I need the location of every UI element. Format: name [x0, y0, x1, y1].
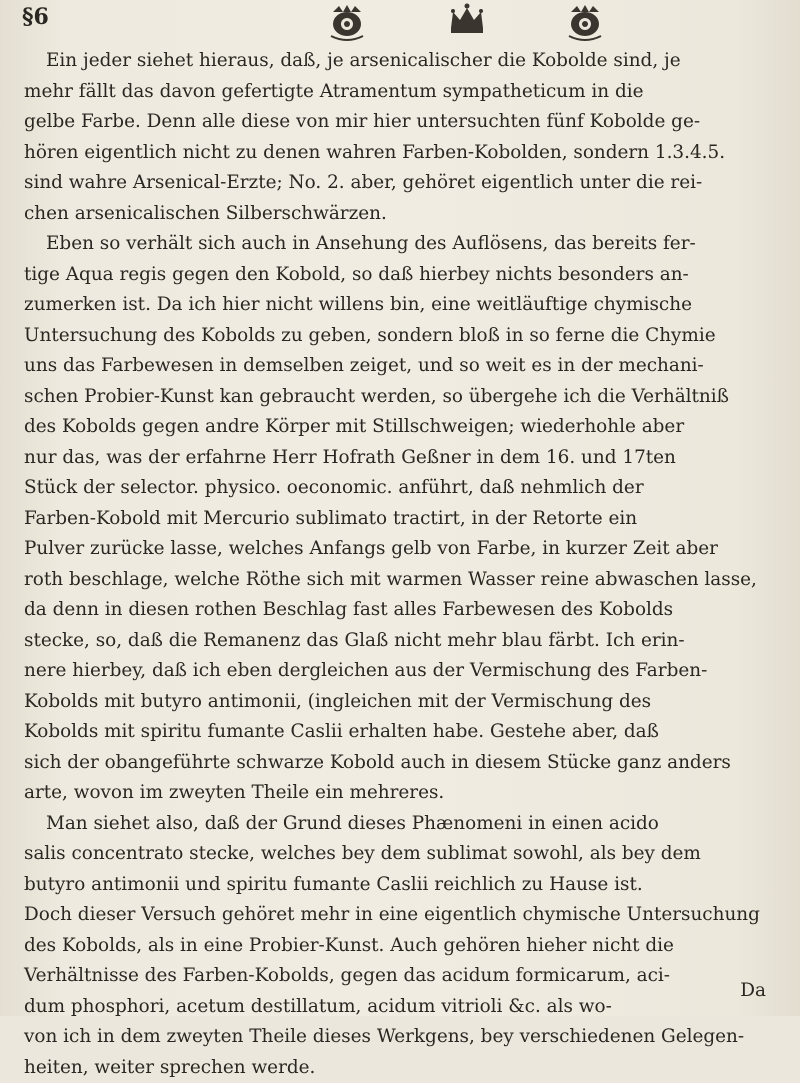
text-line: Stück der selector. physico. oeconomic. anführt, daß nehmlich der [24, 473, 774, 504]
text-line: chen arsenicalischen Silberschwärzen. [24, 199, 774, 230]
text-line: Doch dieser Versuch gehöret mehr in eine eigentlich chymische Untersuchung [24, 900, 774, 931]
text-line: stecke, so, daß die Remanenz das Glaß nicht mehr blau färbt. Ich erin- [24, 626, 774, 657]
text-line: salis concentrato stecke, welches bey dem sublimat sowohl, als bey dem [24, 839, 774, 870]
paragraph-2 [24, 229, 774, 809]
text-line: sind wahre Arsenical-Erzte; No. 2. aber, gehöret eigentlich unter die rei- [24, 168, 774, 199]
text-line: zumerken ist. Da ich hier nicht willens bin, eine weitläuftige chymische [24, 290, 774, 321]
header-ornaments [325, 2, 625, 42]
text-line: gelbe Farbe. Denn alle diese von mir hier untersuchten fünf Kobolde ge- [24, 107, 774, 138]
text-line: Kobolds mit spiritu fumante Caslii erhalten habe. Gestehe aber, daß [24, 717, 774, 748]
text-line: dum phosphori, acetum destillatum, acidum vitrioli &c. als wo- [24, 992, 774, 1023]
text-line: mehr fällt das davon gefertigte Atramentum sympatheticum in die [24, 77, 774, 108]
text-line: arte, wovon im zweyten Theile ein mehreres. [24, 778, 774, 809]
text-line: Man siehet also, daß der Grund dieses Phænomeni in einen acido [24, 809, 774, 840]
text-line: des Kobolds gegen andre Körper mit Stillschweigen; wiederhohle aber [24, 412, 774, 443]
text-line: roth beschlage, welche Röthe sich mit warmen Wasser reine abwaschen lasse, [24, 565, 774, 596]
catchword: Da [740, 980, 766, 1001]
text-line: Eben so verhält sich auch in Ansehung des Auflösens, das bereits fer- [24, 229, 774, 260]
text-line: des Kobolds, als in eine Probier-Kunst. Auch gehören hieher nicht die [24, 931, 774, 962]
text-line: da denn in diesen rothen Beschlag fast alles Farbewesen des Kobolds [24, 595, 774, 626]
body-text [24, 46, 774, 1083]
page-header [0, 0, 800, 46]
page-number: §6 [22, 4, 49, 30]
text-line: schen Probier-Kunst kan gebraucht werden, so übergehe ich die Verhältniß [24, 382, 774, 413]
crest-ornament-icon [325, 2, 369, 42]
paragraph-1 [24, 46, 774, 229]
text-line: sich der obangeführte schwarze Kobold auch in diesem Stücke ganz anders [24, 748, 774, 779]
crest-ornament-icon [563, 2, 607, 42]
text-line: nur das, was der erfahrne Herr Hofrath Geßner in dem 16. und 17ten [24, 443, 774, 474]
text-line: Pulver zurücke lasse, welches Anfangs gelb von Farbe, in kurzer Zeit aber [24, 534, 774, 565]
text-line: von ich in dem zweyten Theile dieses Werkgens, bey verschiedenen Gelegen- [24, 1022, 774, 1053]
text-line: hören eigentlich nicht zu denen wahren Farben-Kobolden, sondern 1.3.4.5. [24, 138, 774, 169]
text-line: butyro antimonii und spiritu fumante Caslii reichlich zu Hause ist. [24, 870, 774, 901]
text-line: heiten, weiter sprechen werde. [24, 1053, 774, 1083]
text-line: Untersuchung des Kobolds zu geben, sondern bloß in so ferne die Chymie [24, 321, 774, 352]
text-line: Kobolds mit butyro antimonii, (ingleichen mit der Vermischung des [24, 687, 774, 718]
crown-ornament-icon [447, 2, 487, 38]
paragraph-3 [24, 809, 774, 1083]
text-line: Verhältnisse des Farben-Kobolds, gegen das acidum formicarum, aci- [24, 961, 774, 992]
text-line: uns das Farbewesen in demselben zeiget, und so weit es in der mechani- [24, 351, 774, 382]
text-line: Farben-Kobold mit Mercurio sublimato tractirt, in der Retorte ein [24, 504, 774, 535]
text-line: tige Aqua regis gegen den Kobold, so daß hierbey nichts besonders an- [24, 260, 774, 291]
text-line: nere hierbey, daß ich eben dergleichen aus der Vermischung des Farben- [24, 656, 774, 687]
text-line: Ein jeder siehet hieraus, daß, je arsenicalischer die Kobolde sind, je [24, 46, 774, 77]
